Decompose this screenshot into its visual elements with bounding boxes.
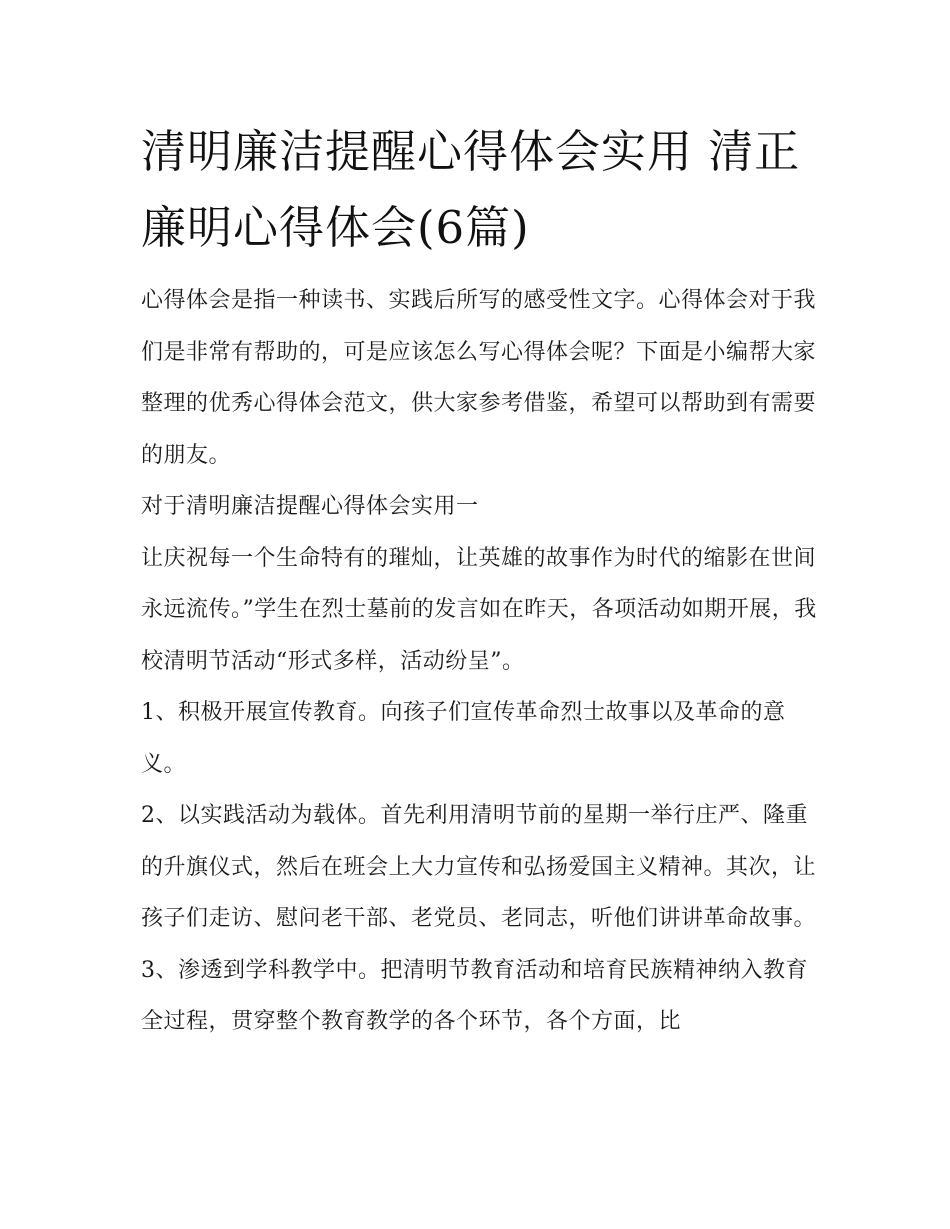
- intro-paragraph: 心得体会是指一种读书、实践后所写的感受性文字。心得体会对于我们是非常有帮助的，可是应该怎么写心得体会呢？下面是小编帮大家整理的优秀心得体会范文，供大家参考借鉴，希望可以帮助到有需要的朋友。: [141, 288, 817, 468]
- document-title: 清明廉洁提醒心得体会实用 清正廉明心得体会(6篇): [141, 125, 801, 254]
- list-item-3: 3、渗透到学科教学中。把清明节教育活动和培育民族精神纳入教育全过程，贯穿整个教育教学的各个环节，各个方面，比: [141, 957, 808, 1034]
- section-heading: 对于清明廉洁提醒心得体会实用一: [141, 494, 479, 519]
- list-item-1: 1、积极开展宣传教育。向孩子们宣传革命烈士故事以及革命的意义。: [141, 700, 786, 777]
- document-body: [141, 275, 821, 1048]
- body-paragraph: 让庆祝每一个生命特有的璀灿，让英雄的故事作为时代的缩影在世间永远流传。”学生在烈士墓前的发言如在昨天，各项活动如期开展，我校清明节活动“形式多样，活动纷呈”。: [141, 545, 817, 674]
- list-item-2: 2、以实践活动为载体。首先利用清明节前的星期一举行庄严、隆重的升旗仪式，然后在班会上大力宣传和弘扬爱国主义精神。其次，让孩子们走访、慰问老干部、老党员、老同志，听他们讲讲革命故事。: [141, 803, 817, 931]
